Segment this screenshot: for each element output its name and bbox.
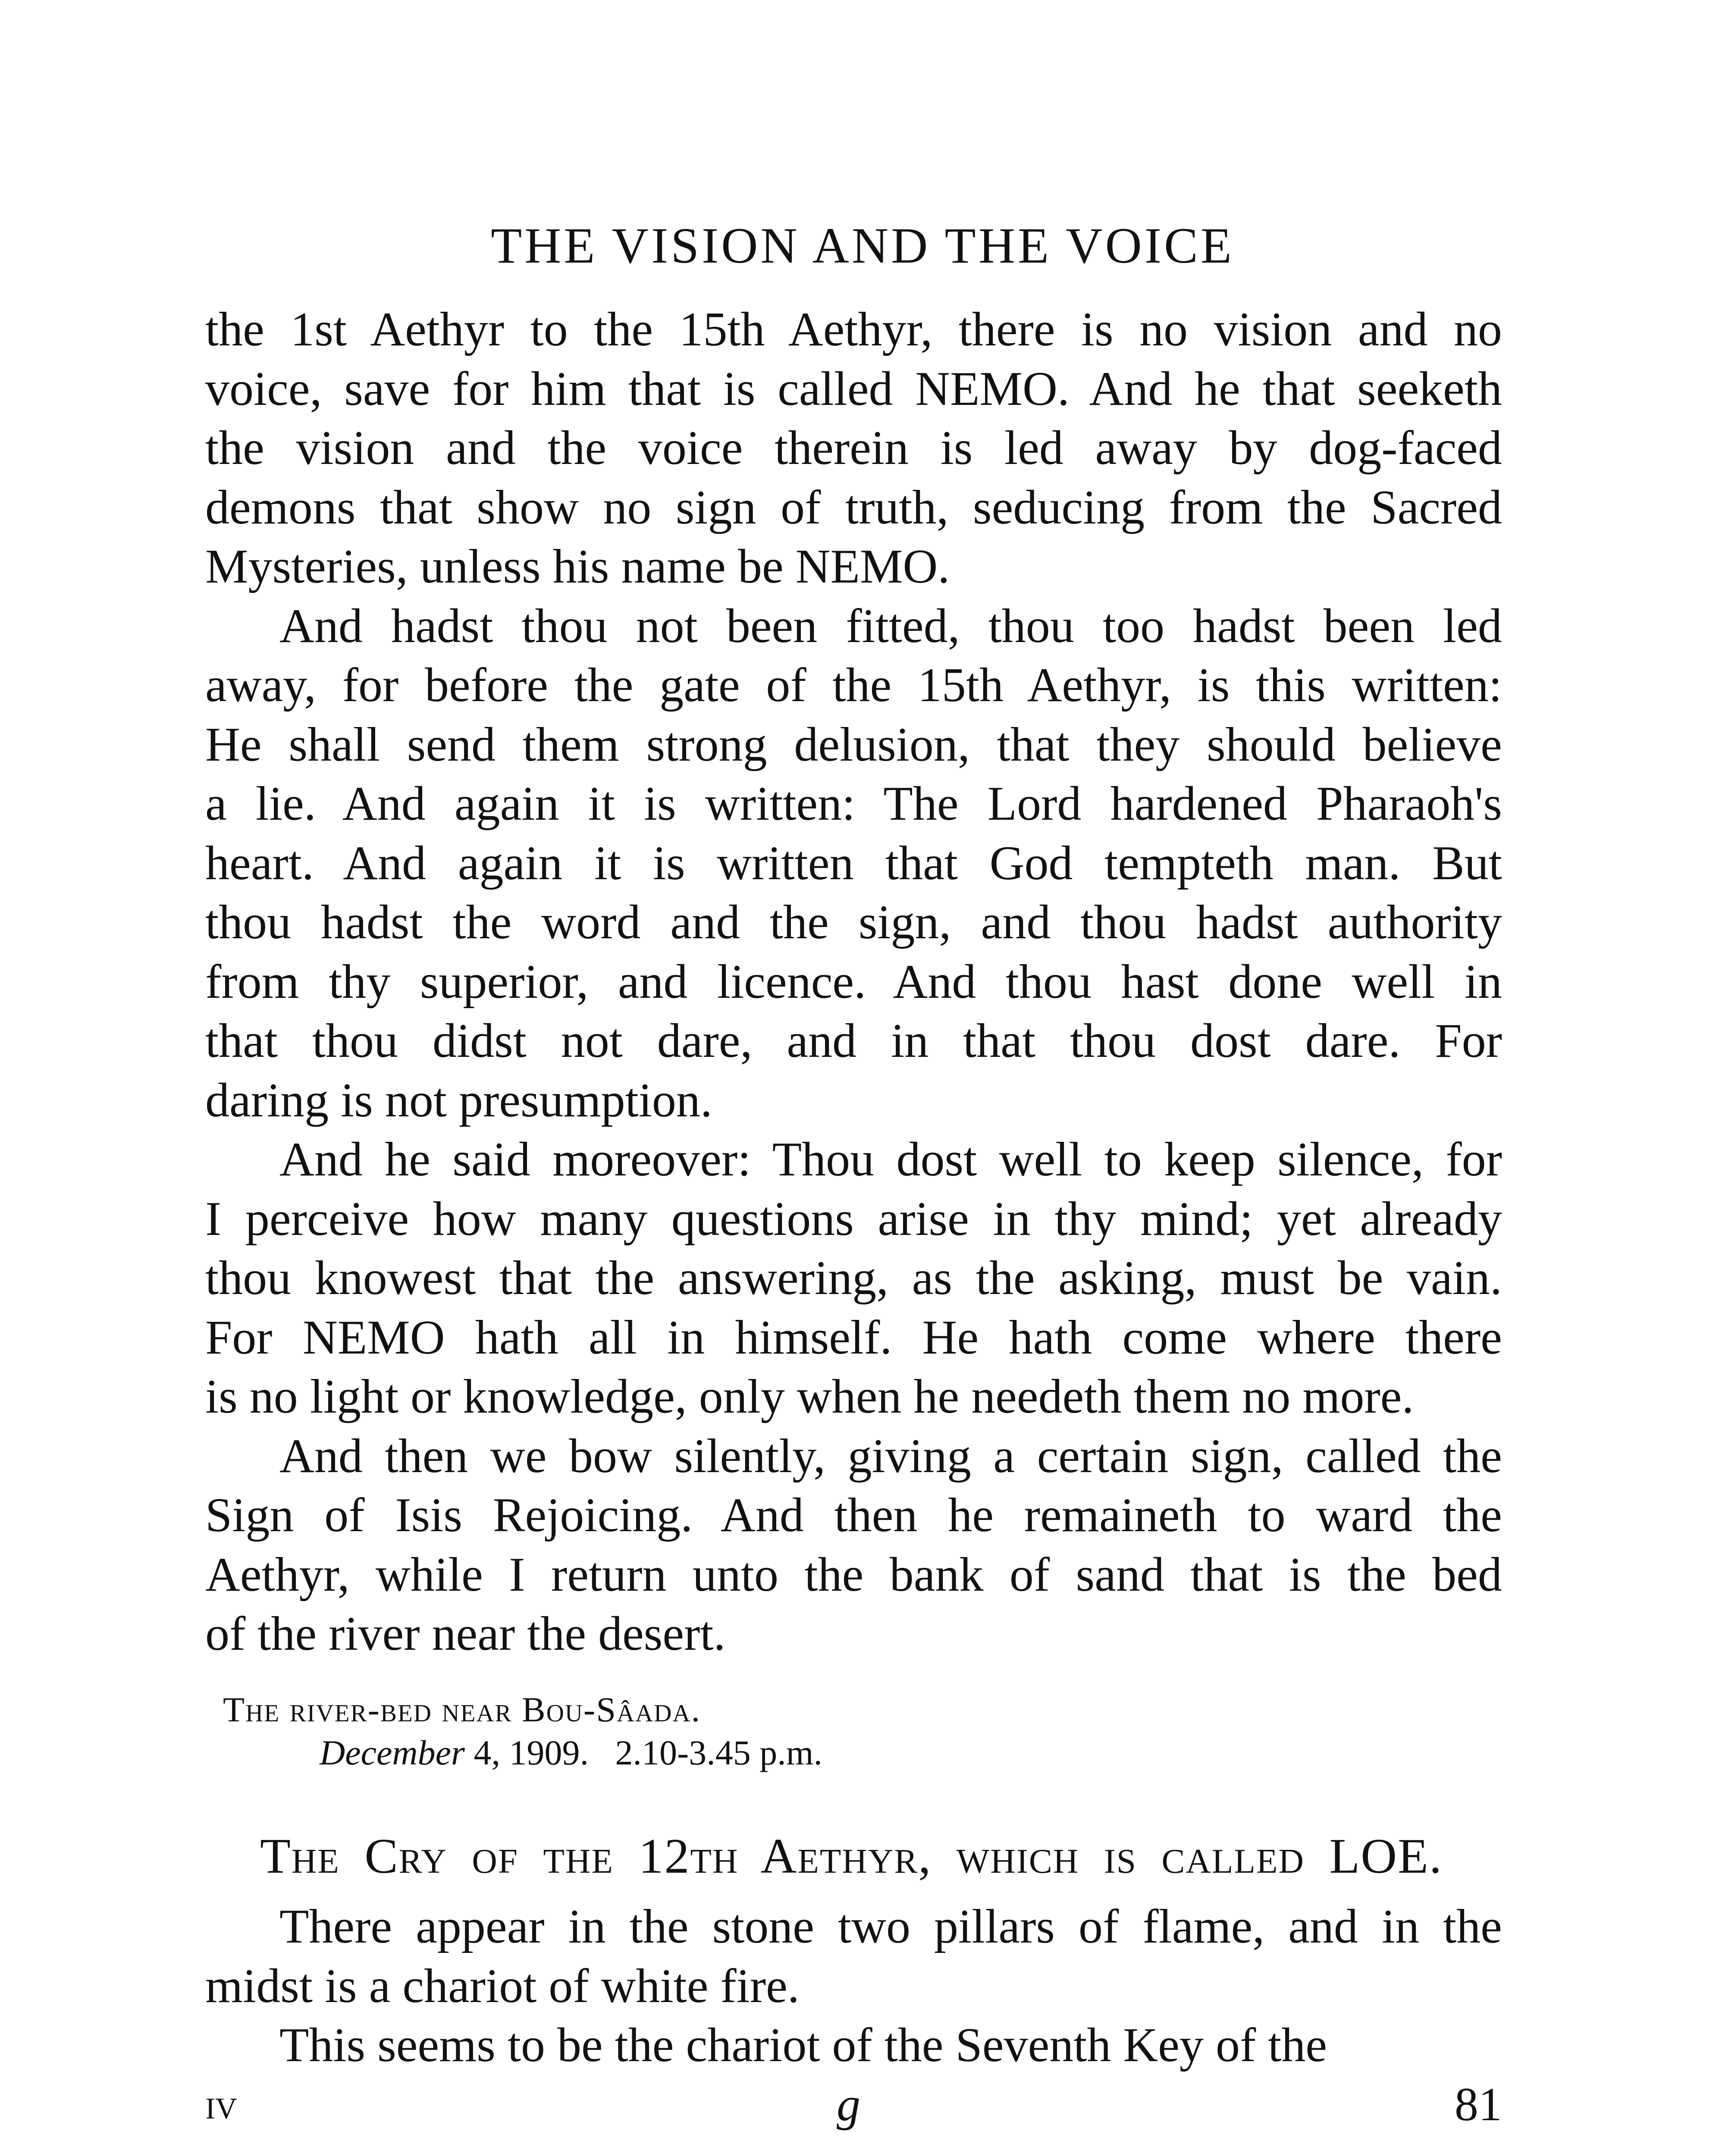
text-line: Sign of Isis Rejoicing. And then he remaineth to ward the [205, 1489, 1502, 1542]
text-line: away, for before the gate of the 15th Aethyr, is this written: [205, 658, 1502, 712]
text-line: daring is not presumption. [205, 1073, 712, 1127]
text-line: a lie. And again it is written: The Lord hardened Pharaoh's [205, 777, 1502, 830]
text-line: demons that show no sign of truth, seducing from the Sacred [205, 480, 1502, 534]
text-line: This seems to be the chariot of the Seventh Key of the [279, 2018, 1327, 2072]
text-line: from thy superior, and licence. And thou hast done well in [205, 955, 1502, 1009]
paragraph [205, 1427, 1502, 1664]
text-line: There appear in the stone two pillars of flame, and in the [279, 1900, 1502, 1953]
colophon-date [320, 1731, 822, 1774]
text-line: of the river near the desert. [205, 1607, 726, 1661]
text-line: that thou didst not dare, and in that thou dost dare. For [205, 1014, 1502, 1068]
text-line: And he said moreover: Thou dost well to keep silence, for [279, 1133, 1502, 1186]
text-line: is no light or knowledge, only when he needeth them no more. [205, 1370, 1414, 1423]
text-line: For NEMO hath all in himself. He hath come where there [205, 1310, 1502, 1364]
text-line: the vision and the voice therein is led away by dog-faced [205, 421, 1502, 475]
text-line: heart. And again it is written that God tempteth man. But [205, 836, 1502, 890]
page-number: 81 [1455, 2078, 1502, 2131]
paragraph [205, 300, 1502, 597]
footer-signature-mark: g [837, 2078, 860, 2131]
text-line: thou knowest that the answering, as the asking, must be vain. [205, 1251, 1502, 1305]
text-line: And then we bow silently, giving a certain sign, called the [279, 1429, 1502, 1483]
text-line: midst is a chariot of white fire. [205, 1959, 800, 2013]
section-heading: The Cry of the 12th Aethyr, which is called LOE. [260, 1829, 1443, 1884]
colophon-date-month: December [320, 1733, 465, 1772]
text-line: He shall send them strong delusion, that they should believe [205, 718, 1502, 771]
footer-signature: iv [205, 2080, 237, 2128]
text-line: Aethyr, while I return unto the bank of sand that is the bed [205, 1548, 1502, 1601]
colophon-date-rest: 4, 1909. 2.10-3.45 p.m. [474, 1733, 823, 1772]
section-body-text [205, 1897, 1502, 2075]
paragraph [205, 2016, 1502, 2075]
paragraph [205, 1130, 1502, 1427]
colophon-place: The river-bed near Bou-Sâada. [223, 1690, 701, 1729]
text-line: thou hadst the word and the sign, and thou hadst authority [205, 896, 1502, 949]
text-line: And hadst thou not been fitted, thou too hadst been led [279, 599, 1502, 653]
text-line: voice, save for him that is called NEMO. And he that seeketh [205, 362, 1502, 416]
body-text [205, 300, 1502, 1664]
running-head: THE VISION AND THE VOICE [491, 217, 1234, 274]
text-line: I perceive how many questions arise in thy mind; yet already [205, 1192, 1502, 1246]
text-line: Mysteries, unless his name be NEMO. [205, 540, 950, 593]
paragraph [205, 597, 1502, 1131]
text-line: the 1st Aethyr to the 15th Aethyr, there is no vision and no [205, 303, 1502, 356]
paragraph [205, 1897, 1502, 2016]
